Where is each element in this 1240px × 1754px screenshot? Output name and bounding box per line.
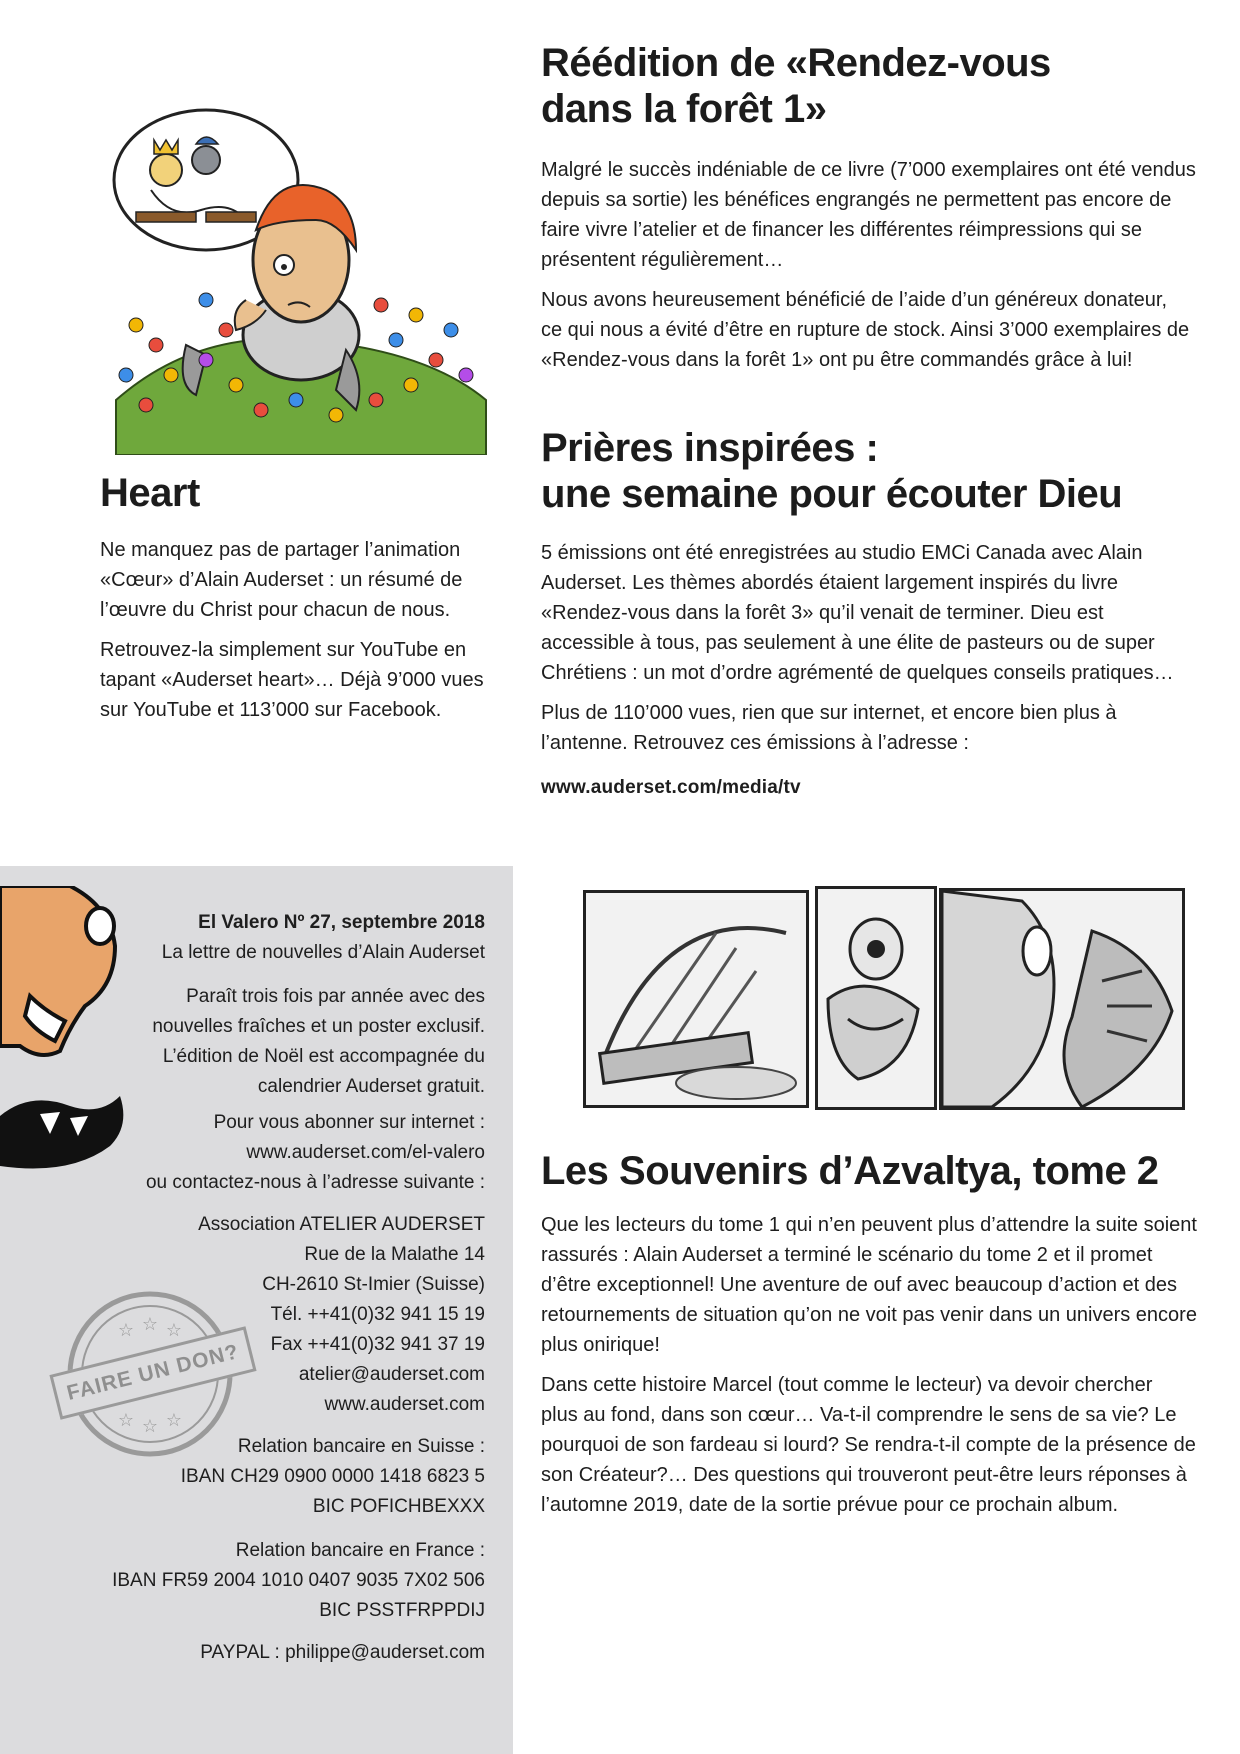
heart-paragraph-2: Retrouvez-la simplement sur YouTube en tapant «Auderset heart»… Déjà 9’000 vues sur YouTube et 113’000 sur Facebook. bbox=[100, 639, 484, 721]
heart-body bbox=[100, 535, 500, 735]
prieres-title bbox=[541, 425, 1221, 517]
souvenirs-body bbox=[541, 1210, 1221, 1530]
prieres-title-line-1: Prières inspirées : bbox=[541, 426, 879, 470]
svg-text:☆: ☆ bbox=[141, 1416, 159, 1437]
issue-title: El Valero Nº 27, septembre 2018 bbox=[198, 912, 485, 933]
paypal-block bbox=[200, 1638, 485, 1668]
souvenirs-paragraph-1: Que les lecteurs du tome 1 qui n’en peuvent plus d’attendre la suite soient rassurés : Alain Auderset a terminé le scénario du tome 2 et il promet d’être exceptionnel! Une aventure de ouf avec beaucoup d’action et des retournements de situation qu’on ne voit pas venir dans un univers encore plus onirique! bbox=[541, 1214, 1197, 1356]
svg-text:☆: ☆ bbox=[117, 1410, 135, 1431]
souvenirs-paragraph-2: Dans cette histoire Marcel (tout comme le lecteur) va devoir chercher plus au fond, dans son cœur… Va-t-il comprendre le sens de sa vie? Le pourquoi de son fardeau si lourd? Se rendra-t-il compte de la présence de son Créateur?… Des questions qui trouveront peut-être leurs réponses à l’automne 2019, date de la sortie prévue pour ce prochain album. bbox=[541, 1374, 1196, 1516]
prieres-tv-link[interactable]: www.auderset.com/media/tv bbox=[541, 777, 801, 798]
paypal-line[interactable]: PAYPAL : philippe@auderset.com bbox=[200, 1642, 485, 1663]
comic-panel-3 bbox=[939, 888, 1185, 1110]
souvenirs-title: Les Souvenirs d’Azvaltya, tome 2 bbox=[541, 1149, 1159, 1193]
monster-face-illustration bbox=[0, 886, 130, 1186]
illustration-heart-boy bbox=[96, 100, 491, 455]
about-block: Paraît trois fois par année avec des nouvelles fraîches et un poster exclusif. L’édition de Noël est accompagnée du calendrier Auderset gratuit. bbox=[152, 986, 485, 1097]
website-link[interactable]: www.auderset.com bbox=[324, 1394, 485, 1415]
svg-text:☆: ☆ bbox=[141, 1314, 159, 1335]
heart-paragraph-1: Ne manquez pas de partager l’animation «Cœur» d’Alain Auderset : un résumé de l’œuvre du Christ pour chacun de nous. bbox=[100, 539, 463, 621]
heart-title: Heart bbox=[100, 471, 200, 515]
subscribe-link[interactable]: www.auderset.com/el-valero bbox=[246, 1142, 485, 1163]
donate-stamp[interactable] bbox=[62, 1286, 242, 1462]
svg-text:☆: ☆ bbox=[117, 1320, 135, 1341]
comic-strip bbox=[583, 886, 1183, 1111]
comic-panel-2 bbox=[815, 886, 937, 1110]
address-block: Association ATELIER AUDERSET Rue de la Malathe 14 CH-2610 St-Imier (Suisse) Tél. ++41(0)32 941 15 19 Fax ++41(0)32 941 37 19 atelier@auderset.com www.auderset.com bbox=[198, 1210, 485, 1420]
reedition-title-line-2: dans la forêt 1» bbox=[541, 87, 827, 131]
reedition-paragraph-1: Malgré le succès indéniable de ce livre (7’000 exemplaires ont été vendus depuis sa sortie) les bénéfices engrangés ne permettent pas encore de faire vivre l’atelier et de financer les différentes réimpressions qui se présentent régulièrement… bbox=[541, 159, 1196, 271]
stamp-label: FAIRE UN DON? bbox=[49, 1326, 256, 1420]
newsletter-info-panel bbox=[0, 866, 513, 1754]
email-link[interactable]: atelier@auderset.com bbox=[298, 1364, 485, 1385]
reedition-title-line-1: Réédition de «Rendez-vous bbox=[541, 41, 1051, 85]
prieres-body bbox=[541, 538, 1221, 813]
reedition-title bbox=[541, 40, 1221, 132]
issue-tagline: La lettre de nouvelles d’Alain Auderset bbox=[161, 942, 485, 963]
prieres-paragraph-2: Plus de 110’000 vues, rien que sur internet, et encore bien plus à l’antenne. Retrouvez ces émissions à l’adresse : bbox=[541, 702, 1117, 754]
svg-text:☆: ☆ bbox=[165, 1320, 183, 1341]
reedition-paragraph-2: Nous avons heureusement bénéficié de l’aide d’un généreux donateur, ce qui nous a évité d’être en rupture de stock. Ainsi 3’000 exemplaires de «Rendez-vous dans la forêt 1» ont pu être commandés grâce à lui! bbox=[541, 289, 1190, 371]
comic-panel-1 bbox=[583, 890, 809, 1108]
svg-text:☆: ☆ bbox=[165, 1410, 183, 1431]
bank-switzerland-block: Relation bancaire en Suisse : IBAN CH29 0900 0000 1418 6823 5 BIC POFICHBEXXX bbox=[180, 1436, 485, 1517]
subscribe-block: Pour vous abonner sur internet : www.auderset.com/el-valero ou contactez-nous à l’adresse suivante : bbox=[145, 1112, 485, 1193]
prieres-paragraph-1: 5 émissions ont été enregistrées au studio EMCi Canada avec Alain Auderset. Les thèmes abordés étaient largement inspirés du livre «Rendez-vous dans la forêt 3» qu’il venait de terminer. Dieu est accessible à tous, pas seulement à une élite de pasteurs ou de super Chrétiens : un mot d’ordre agrémenté de quelques conseils pratiques… bbox=[541, 542, 1174, 684]
prieres-title-line-2: une semaine pour écouter Dieu bbox=[541, 472, 1123, 516]
reedition-body bbox=[541, 155, 1221, 385]
bank-france-block: Relation bancaire en France : IBAN FR59 2004 1010 0407 9035 7X02 506 BIC PSSTFRPPDIJ bbox=[112, 1540, 485, 1621]
issue-block bbox=[162, 908, 485, 968]
